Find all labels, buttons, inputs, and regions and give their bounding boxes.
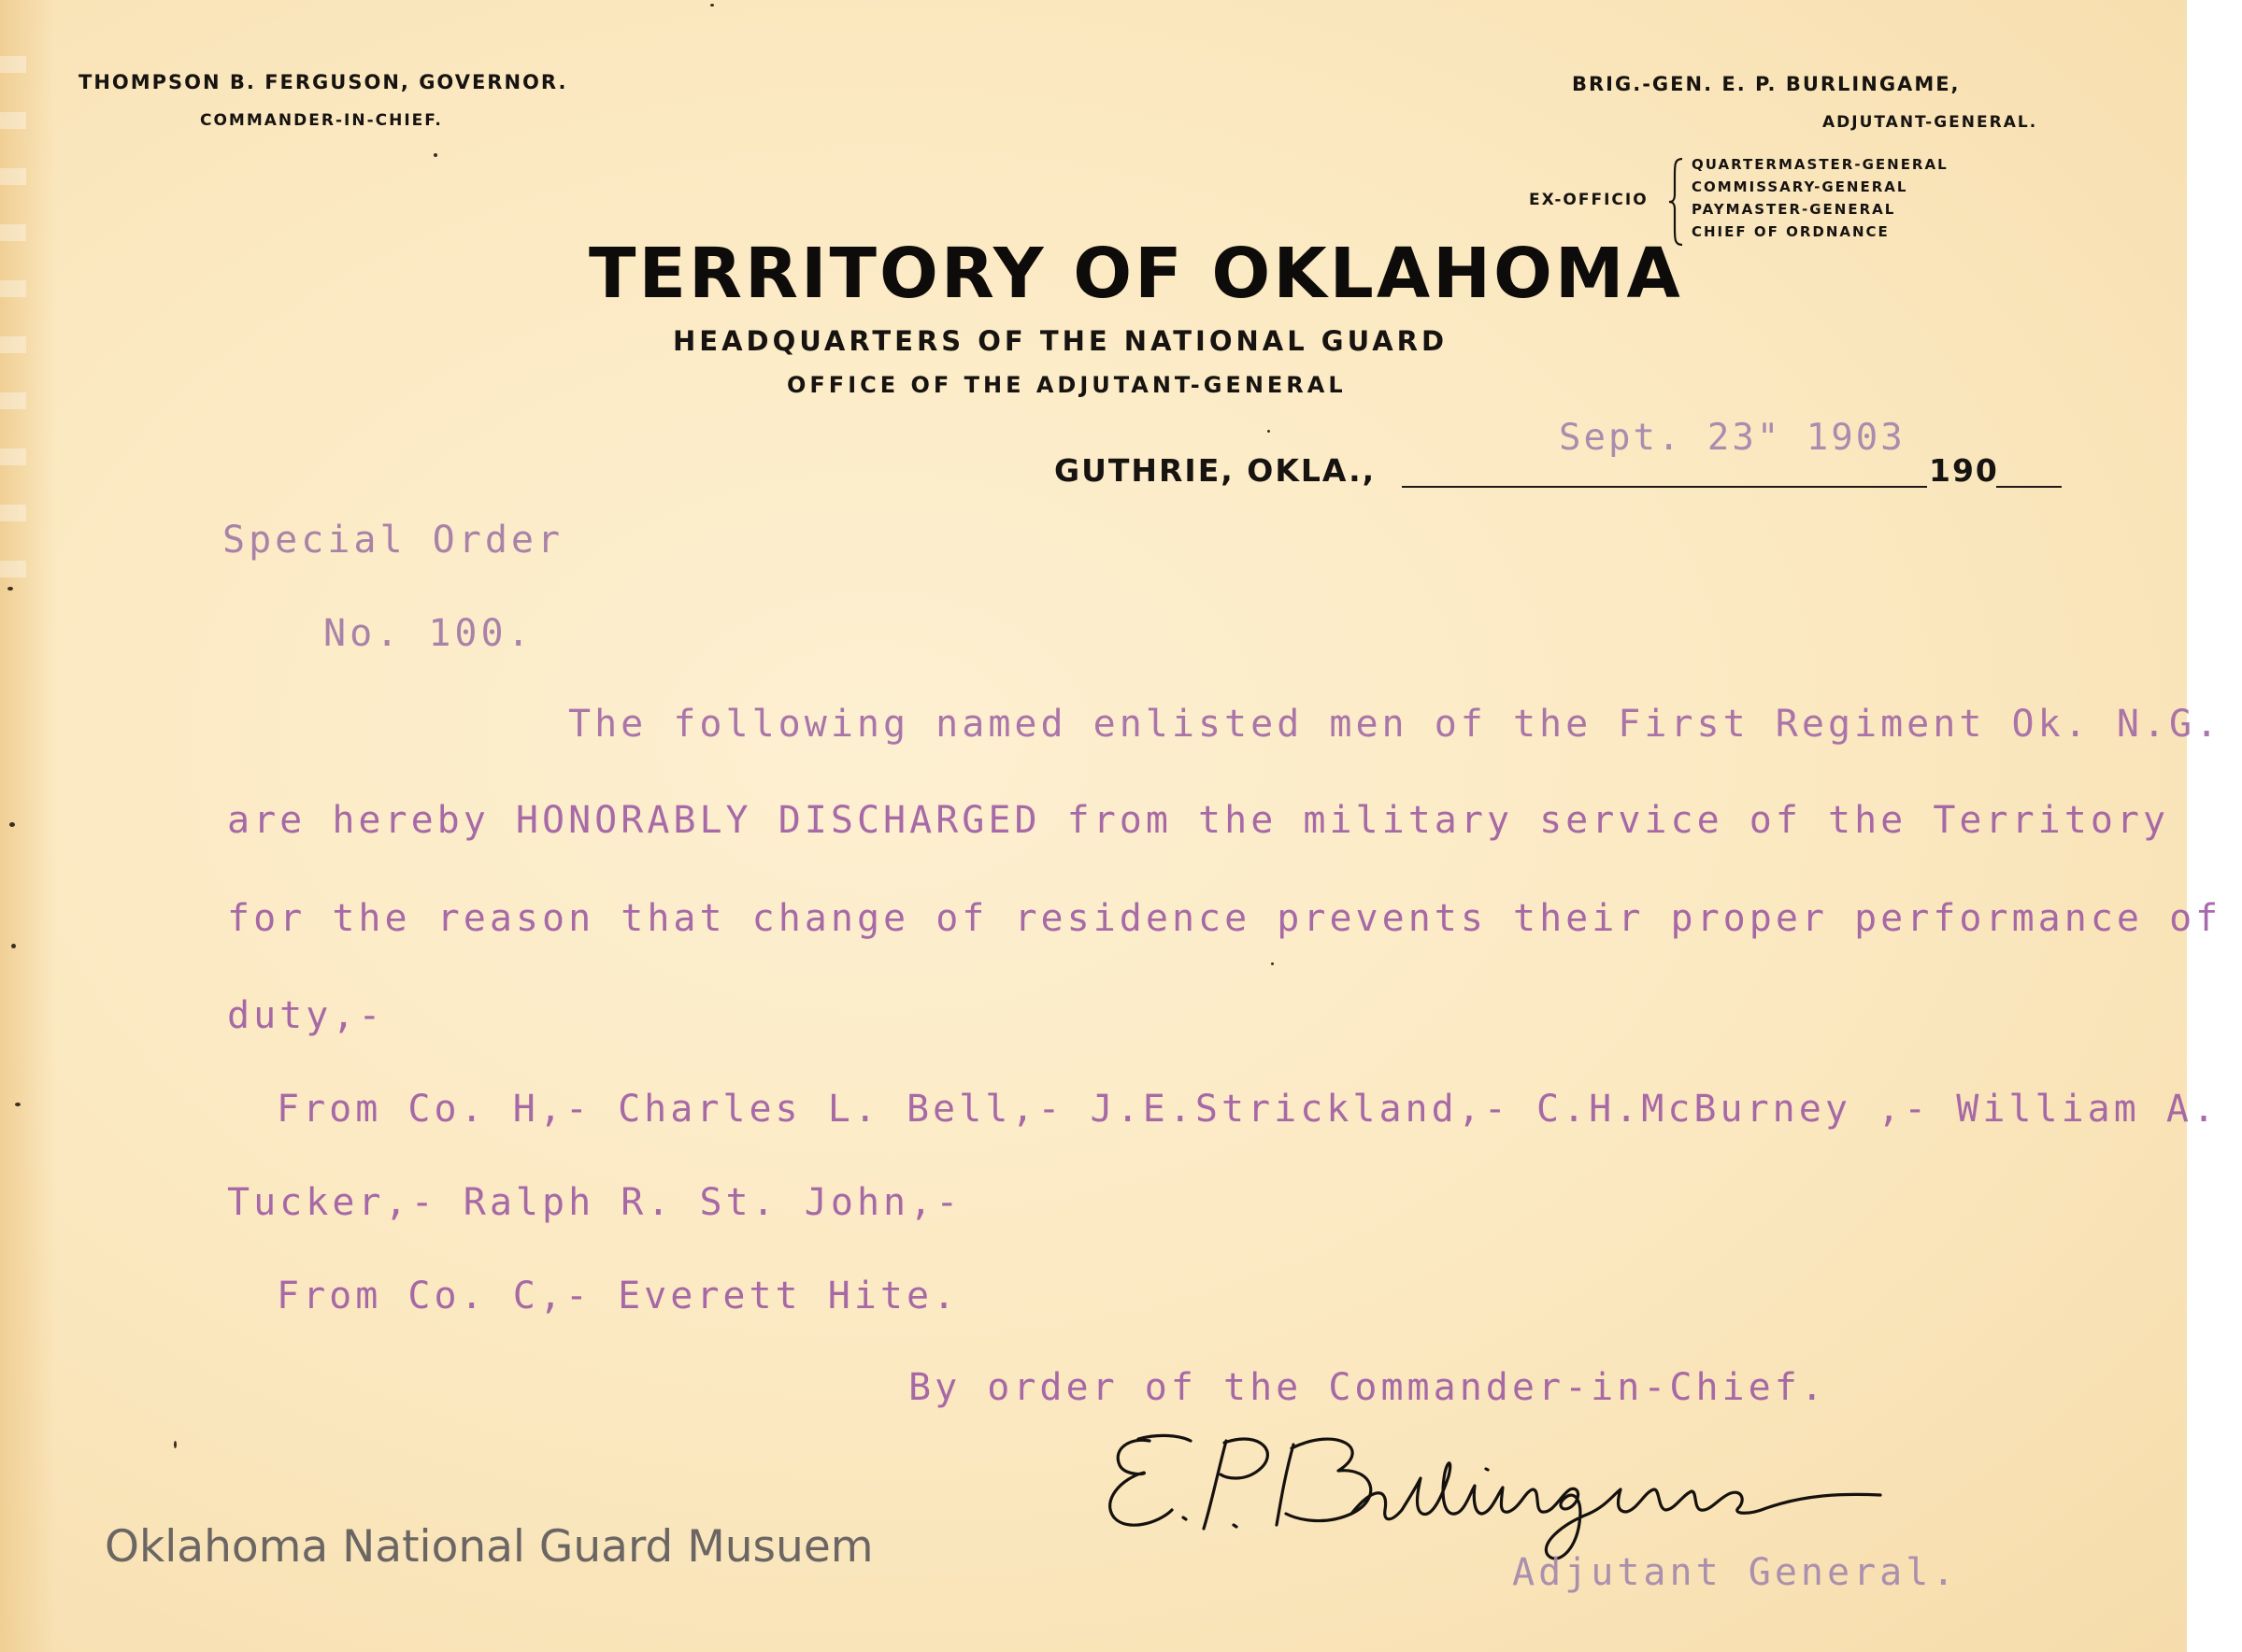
ex-officio-role: QUARTERMASTER-GENERAL (1692, 156, 1949, 173)
governor-title: COMMANDER-IN-CHIEF. (200, 111, 443, 130)
letterhead-subtitle: HEADQUARTERS OF THE NATIONAL GUARD (673, 325, 1449, 357)
paper-speck (7, 587, 13, 591)
body-line: From Co. H,- Charles L. Bell,- J.E.Strickland,- C.H.McBurney ,- William A. (277, 1088, 2220, 1131)
paper-speck (1267, 430, 1270, 433)
ex-officio-role: CHIEF OF ORDNANCE (1692, 223, 1890, 240)
year-rule (1996, 486, 2062, 488)
body-line: for the reason that change of residence prevents their proper performance of (227, 897, 2222, 940)
paper-speck (11, 944, 16, 948)
body-line: From Co. C,- Everett Hite. (277, 1275, 960, 1317)
museum-watermark: Oklahoma National Guard Musuem (105, 1521, 874, 1573)
order-number: No. 100. (323, 612, 534, 655)
letterhead-office: OFFICE OF THE ADJUTANT-GENERAL (787, 372, 1347, 398)
ex-officio-role: PAYMASTER-GENERAL (1692, 201, 1896, 218)
paper-speck (1271, 962, 1274, 965)
ex-officio-roles (1692, 153, 1949, 243)
paper-speck (15, 1103, 21, 1106)
scan-margin (2187, 0, 2242, 1652)
paper-speck (710, 4, 714, 7)
letter-date: Sept. 23" 1903 (1559, 417, 1906, 459)
year-prefix: 190 (1929, 452, 1999, 489)
body-line: duty,- (227, 994, 385, 1037)
body-line: are hereby HONORABLY DISCHARGED from the military service of the Territory (227, 799, 2170, 842)
place-label: GUTHRIE, OKLA., (1054, 452, 1377, 489)
governor-name: THOMPSON B. FERGUSON, GOVERNOR. (79, 71, 568, 93)
order-heading: Special Order (222, 519, 564, 562)
ex-officio-label: EX-OFFICIO (1529, 191, 1649, 209)
paper-torn-edge (0, 56, 26, 579)
adjutant-title: ADJUTANT-GENERAL. (1822, 113, 2038, 132)
letterhead-title: TERRITORY OF OKLAHOMA (589, 234, 1683, 314)
ex-officio-role: COMMISSARY-GENERAL (1692, 178, 1908, 195)
signatory-title: Adjutant General. (1512, 1551, 1959, 1594)
closing-line: By order of the Commander-in-Chief. (908, 1366, 1827, 1409)
body-line: The following named enlisted men of the First Regiment Ok. N.G. (568, 703, 2222, 746)
adjutant-name: BRIG.-GEN. E. P. BURLINGAME, (1572, 73, 1961, 95)
body-line: Tucker,- Ralph R. St. John,- (227, 1181, 963, 1224)
paper-speck (434, 153, 437, 157)
date-rule (1402, 486, 1927, 488)
paper-speck (174, 1441, 177, 1448)
paper-speck (9, 822, 15, 827)
